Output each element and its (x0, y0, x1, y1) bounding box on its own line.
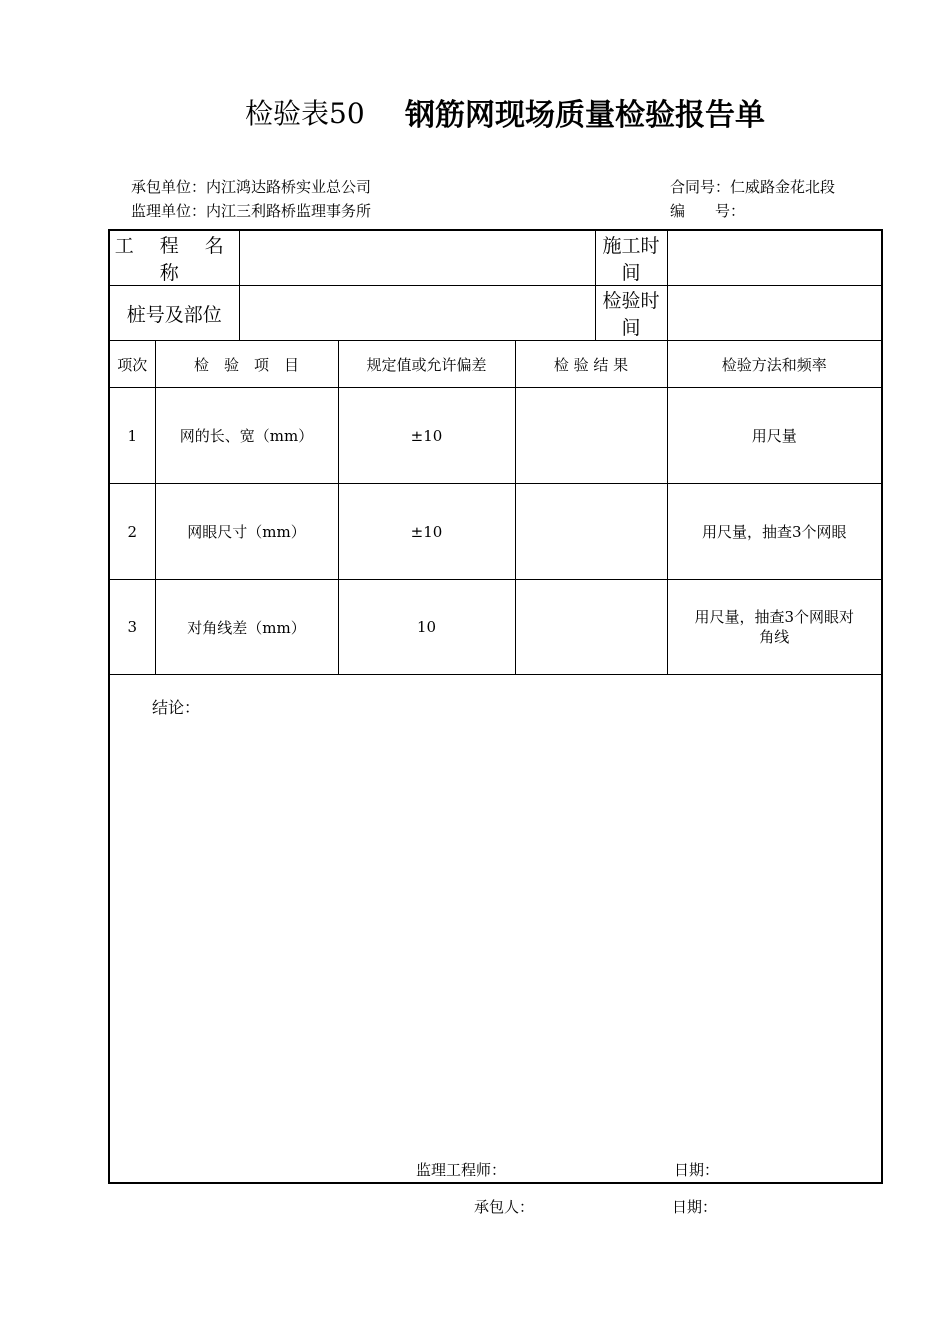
row-item: 网眼尺寸（mm） (155, 484, 338, 580)
row-spec: 10 (338, 580, 515, 675)
inspection-time-label: 检验时间 (595, 286, 667, 341)
supervisor-unit: 监理单位：内江三利路桥监理事务所 (131, 202, 372, 220)
column-header-row (109, 341, 882, 388)
contractor-unit: 承包单位：内江鸿达路桥实业总公司 (131, 178, 372, 196)
project-name-label: 工 程 名 称 (109, 230, 239, 286)
table-row (109, 388, 882, 484)
construction-time-field[interactable] (667, 230, 882, 286)
station-row (109, 286, 882, 341)
construction-time-label: 施工时间 (595, 230, 667, 286)
row-method (667, 580, 882, 675)
page-title: 钢筋网现场质量检验报告单 (405, 98, 765, 133)
conclusion-row (109, 675, 882, 1183)
row-result-field[interactable] (515, 580, 667, 675)
project-name-row (109, 230, 882, 286)
conclusion-area[interactable] (109, 675, 882, 1183)
col-header-method: 检验方法和频率 (667, 341, 882, 388)
inspection-time-field[interactable] (667, 286, 882, 341)
row-item: 对角线差（mm） (155, 580, 338, 675)
contract-number: 合同号：仁威路金花北段 (670, 178, 836, 196)
footer-date-label: 日期： (672, 1198, 718, 1216)
serial-number: 编 号： (670, 202, 746, 220)
engineer-signature-label: 监理工程师： (416, 1161, 507, 1179)
row-no: 1 (109, 388, 155, 484)
station-field[interactable] (239, 286, 595, 341)
col-header-spec: 规定值或允许偏差 (338, 341, 515, 388)
col-header-item: 检 验 项 目 (155, 341, 338, 388)
conclusion-label: 结论： (152, 698, 201, 717)
row-method: 用尺量 (667, 388, 882, 484)
station-label: 桩号及部位 (109, 286, 239, 341)
col-header-result: 检 验 结 果 (515, 341, 667, 388)
inspection-form-table (108, 229, 883, 1184)
row-result-field[interactable] (515, 484, 667, 580)
table-row (109, 484, 882, 580)
row-no: 2 (109, 484, 155, 580)
row-no: 3 (109, 580, 155, 675)
row-spec: ±10 (338, 388, 515, 484)
project-name-field[interactable] (239, 230, 595, 286)
row-method: 用尺量，抽查3个网眼 (667, 484, 882, 580)
col-header-no: 项次 (109, 341, 155, 388)
row-method-text: 用尺量，抽查3个网眼对角线 (694, 608, 855, 646)
contractor-person-label: 承包人： (474, 1198, 535, 1216)
row-spec: ±10 (338, 484, 515, 580)
row-item: 网的长、宽（mm） (155, 388, 338, 484)
engineer-date-label: 日期： (674, 1161, 720, 1179)
row-result-field[interactable] (515, 388, 667, 484)
form-code: 检验表50 (245, 97, 365, 130)
table-row (109, 580, 882, 675)
